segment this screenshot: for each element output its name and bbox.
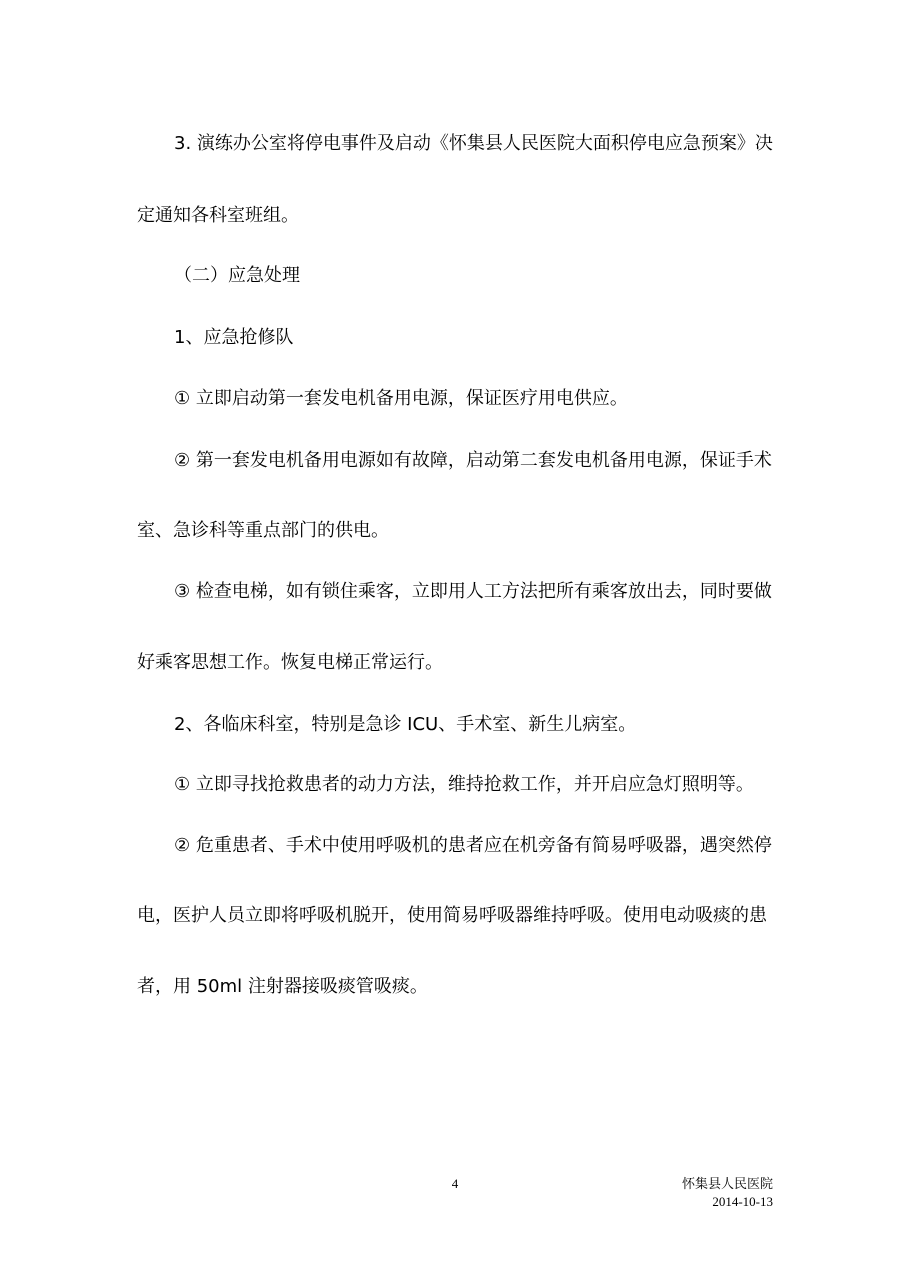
paragraph-line: 者，用 50ml 注射器接吸痰管吸痰。 xyxy=(137,976,428,997)
subsection-heading: 2、各临床科室，特别是急诊 ICU、手术室、新生儿病室。 xyxy=(174,714,637,735)
paragraph-line: ① 立即寻找抢救患者的动力方法，维持抢救工作，并开启应急灯照明等。 xyxy=(174,774,754,795)
paragraph-line: ③ 检查电梯，如有锁住乘客，立即用人工方法把所有乘客放出去，同时要做 xyxy=(174,581,772,602)
footer-organization: 怀集县人民医院 xyxy=(681,1177,773,1192)
footer-info xyxy=(682,1176,773,1210)
paragraph-line: 好乘客思想工作。恢复电梯正常运行。 xyxy=(137,652,443,673)
paragraph-line: ① 立即启动第一套发电机备用电源，保证医疗用电供应。 xyxy=(174,388,628,409)
page-number: 4 xyxy=(451,1176,459,1191)
section-heading: （二）应急处理 xyxy=(174,265,300,286)
paragraph-line: 室、急诊科等重点部门的供电。 xyxy=(137,520,389,541)
paragraph-line: ② 危重患者、手术中使用呼吸机的患者应在机旁备有简易呼吸器，遇突然停 xyxy=(174,835,772,856)
paragraph-line: 3. 演练办公室将停电事件及启动《怀集县人民医院大面积停电应急预案》决 xyxy=(174,133,773,154)
footer-date: 2014-10-13 xyxy=(712,1194,773,1209)
subsection-heading: 1、应急抢修队 xyxy=(174,327,294,348)
paragraph-line: 定通知各科室班组。 xyxy=(137,205,299,226)
paragraph-line: ② 第一套发电机备用电源如有故障，启动第二套发电机备用电源，保证手术 xyxy=(174,450,772,471)
paragraph-line: 电，医护人员立即将呼吸机脱开，使用简易呼吸器维持呼吸。使用电动吸痰的患 xyxy=(137,905,767,926)
